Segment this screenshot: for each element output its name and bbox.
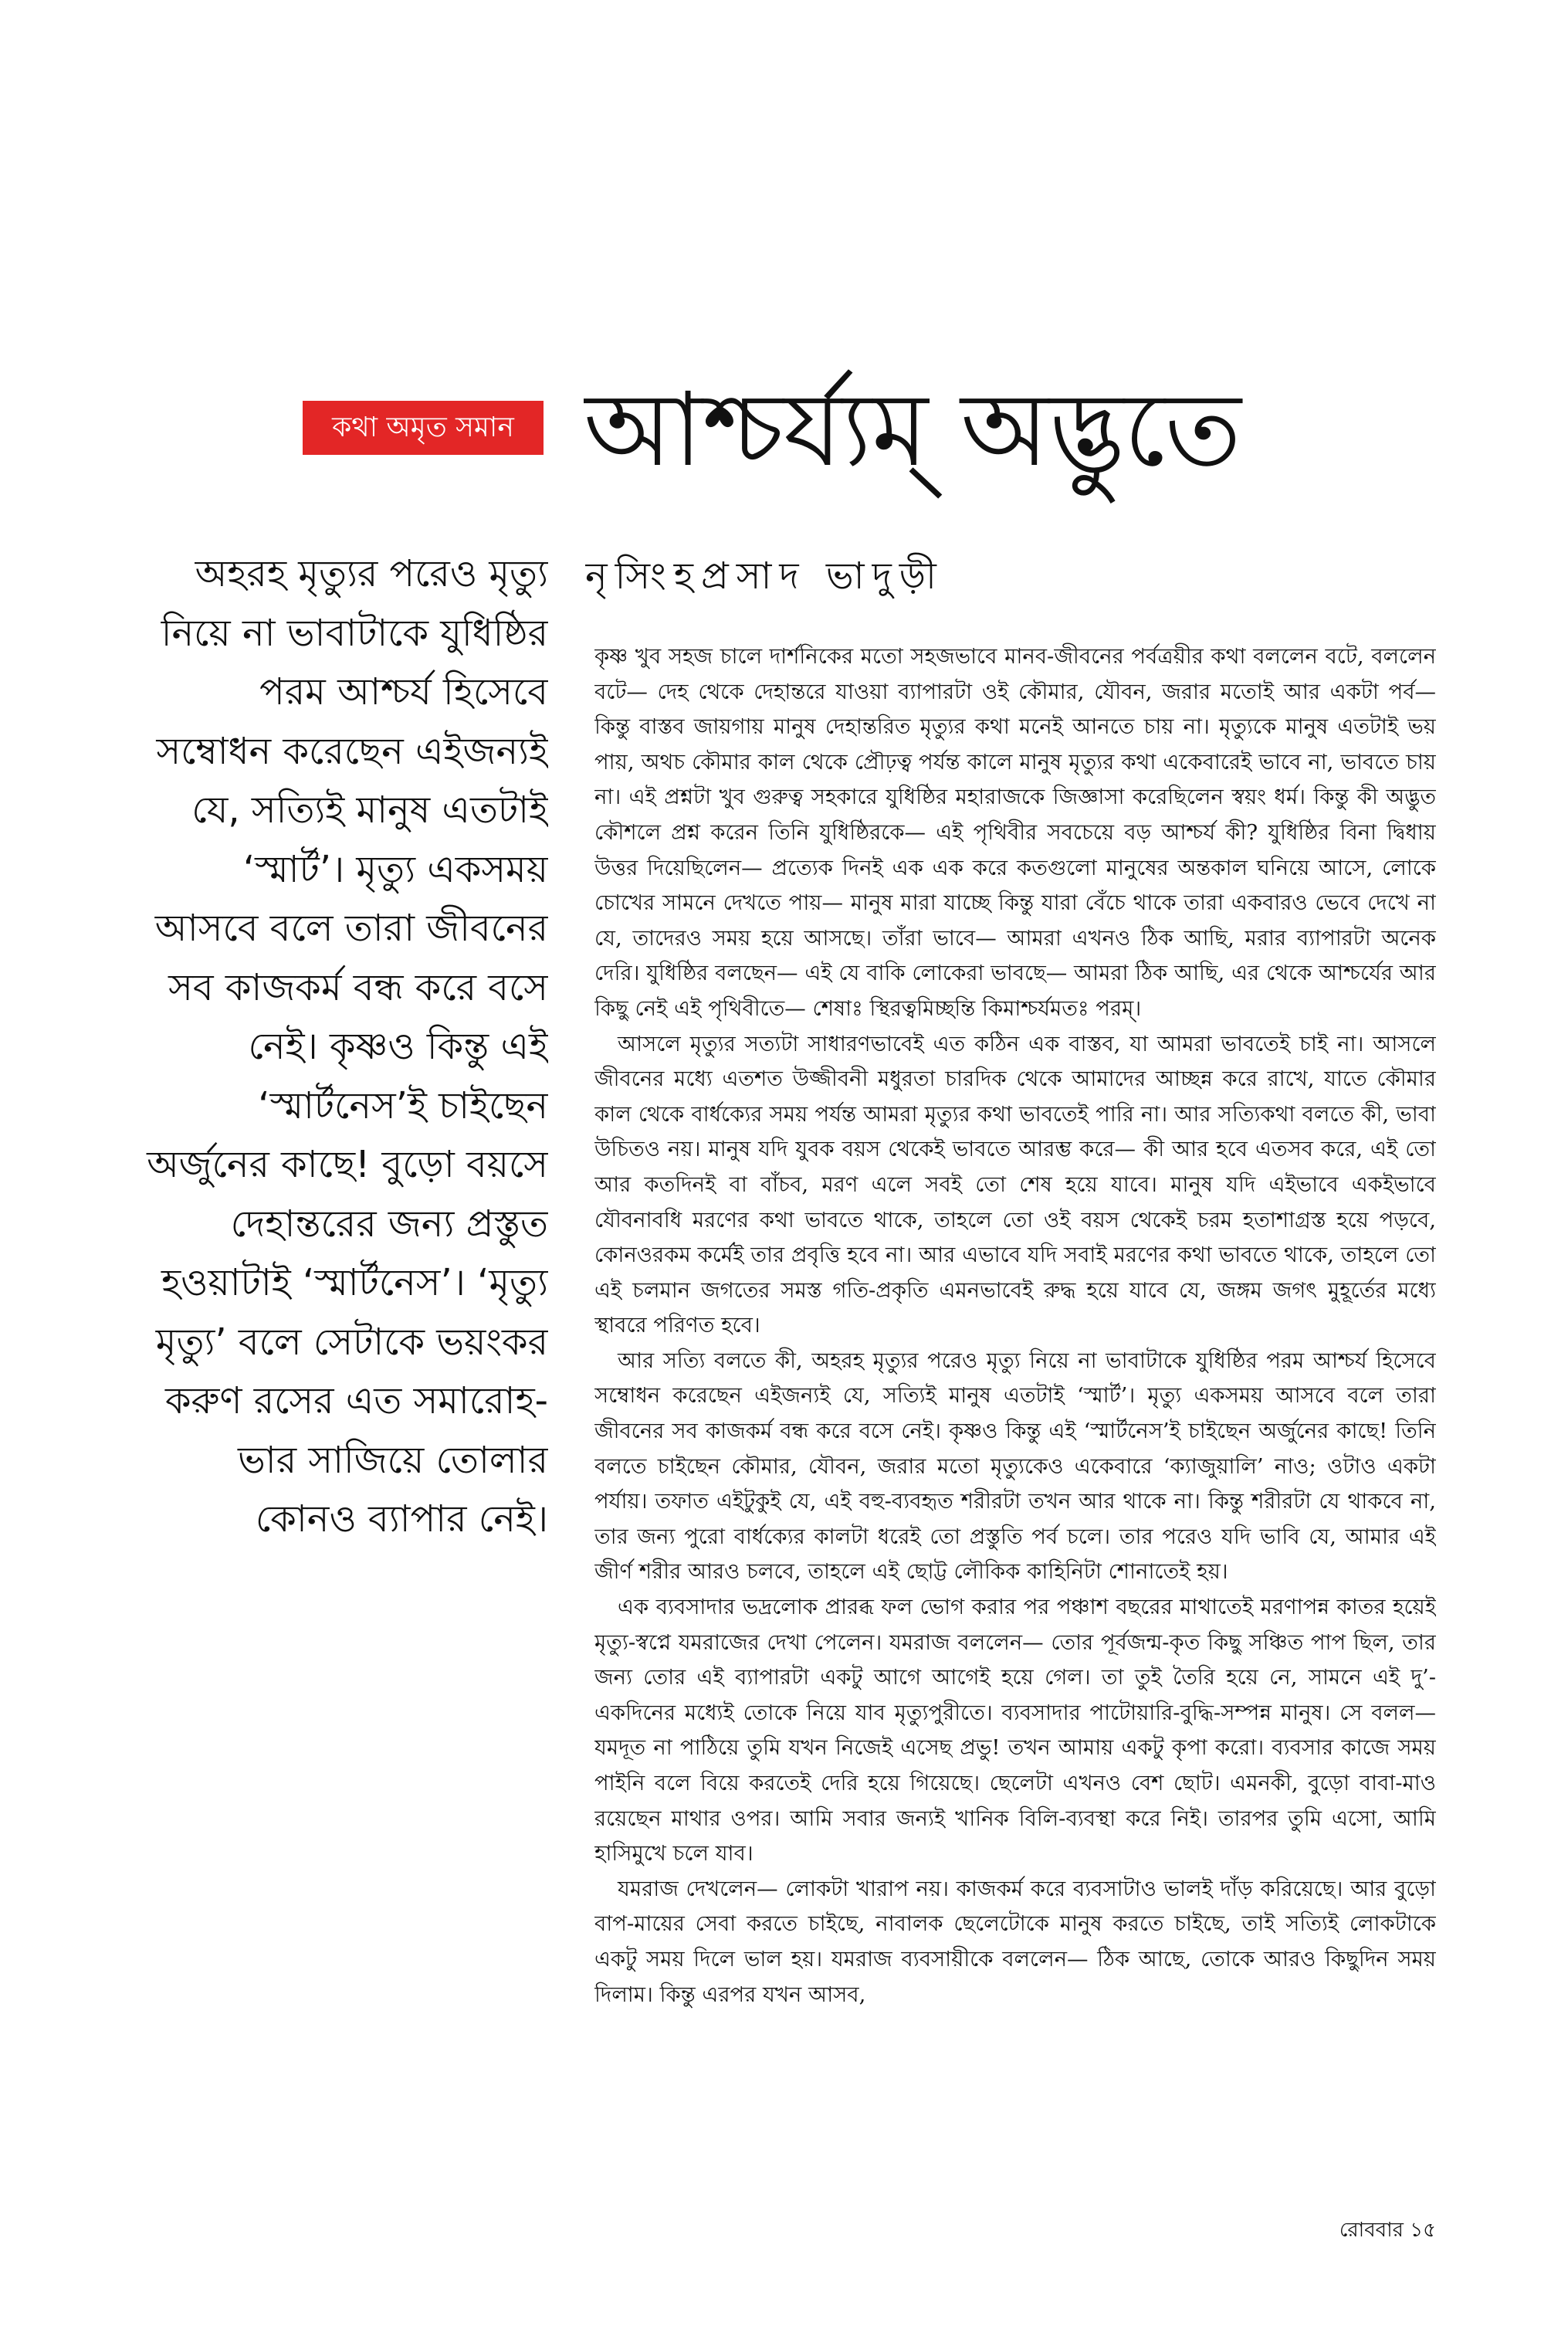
article-body <box>594 639 1436 2168</box>
author-name: নৃসিংহপ্রসাদ ভাদুড়ী <box>585 554 944 598</box>
article-paragraph: যমরাজ দেখলেন— লোকটা খারাপ নয়। কাজকর্ম করে ব্যবসাটাও ভালই দাঁড় করিয়েছে। আর বুড়ো বাপ-মায়ের সেবা করতে চাইছে, নাবালক ছেলেটোকে মানুষ করতে চাইছে, তাই সত্যিই লোকটাকে একটু সময় দিলে ভাল হয়। যমরাজ ব্যবসায়ীকে বললেন— ঠিক আছে, তোকে আরও কিছুদিন সময় দিলাম। কিন্তু এরপর যখন আসব, <box>594 1876 1436 2007</box>
article-paragraph: আসলে মৃত্যুর সত্যটা সাধারণভাবেই এত কঠিন এক বাস্তব, যা আমরা ভাবতেই চাই না। আসলে জীবনের মধ্যে এতশত উজ্জীবনী মধুরতা চারদিক থেকে আমাদের আচ্ছন্ন করে রাখে, যাতে কৌমার কাল থেকে বার্ধক্যের সময় পর্যন্ত আমরা মৃত্যুর কথা ভাবতেই পারি না। আর সত্যিকথা বলতে কী, ভাবা উচিতও নয়। মানুষ যদি যুবক বয়স থেকেই ভাবতে আরম্ভ করে— কী আর হবে এতসব করে, এই তো আর কতদিনই বা বাঁচব, মরণ এলে সবই তো শেষ হয়ে যাবে। মানুষ যদি এইভাবে একইভাবে যৌবনাবধি মরণের কথা ভাবতে থাকে, তাহলে তো ওই বয়স থেকেই চরম হতাশাগ্রস্ত হয়ে পড়বে, কোনওরকম কর্মেই তার প্রবৃত্তি হবে না। আর এভাবে যদি সবাই মরণের কথা ভাবতে থাকে, তাহলে তো এই চলমান জগতের সমস্ত গতি-প্রকৃতি এমনভাবেই রুদ্ধ হয়ে যাবে যে, জঙ্গম জগৎ মুহূর্তের মধ্যে স্থাবরে পরিণত হবে। <box>594 1031 1436 1338</box>
page-footer: রোববার ১৫ <box>1339 2219 1436 2242</box>
series-label: কথা অমৃত সমান <box>303 401 544 455</box>
article-paragraph: আর সত্যি বলতে কী, অহরহ মৃত্যুর পরেও মৃত্যু নিয়ে না ভাবাটাকে যুধিষ্ঠির পরম আশ্চর্য হিসেবে সম্বোধন করেছেন এইজন্যই যে, সত্যিই মানুষ এতটাই ‘স্মার্ট’। মৃত্যু একসময় আসবে বলে তারা জীবনের সব কাজকর্ম বন্ধ করে বসে নেই। কৃষ্ণও কিন্তু এই ‘স্মার্টনেস’ই চাইছেন অর্জুনের কাছে! তিনি বলতে চাইছেন কৌমার, যৌবন, জরার মতো মৃত্যুকেও একেবারে ‘ক্যাজুয়ালি’ নাও; ওটাও একটা পর্যায়। তফাত এইটুকুই যে, এই বহু-ব্যবহৃত শরীরটা তখন আর থাকে না। কিন্তু শরীরটা যে থাকবে না, তার জন্য পুরো বার্ধক্যের কালটা ধরেই তো প্রস্তুতি পর্ব চলে। তার পরেও যদি ভাবি যে, আমার এই জীর্ণ শরীর আরও চলবে, তাহলে এই ছোট্ট লৌকিক কাহিনিটা শোনাতেই হয়। <box>594 1348 1436 1585</box>
article-paragraph: এক ব্যবসাদার ভদ্রলোক প্রারব্ধ ফল ভোগ করার পর পঞ্চাশ বছরের মাথাতেই মরণাপন্ন কাতর হয়েই মৃত্যু-স্বপ্নে যমরাজের দেখা পেলেন। যমরাজ বললেন— তোর পূর্বজন্ম-কৃত কিছু সঞ্চিত পাপ ছিল, তার জন্য তোর এই ব্যাপারটা একটু আগে আগেই হয়ে গেল। তা তুই তৈরি হয়ে নে, সামনে এই দু’-একদিনের মধ্যেই তোকে নিয়ে যাব মৃত্যুপুরীতে। ব্যবসাদার পাটোয়ারি-বুদ্ধি-সম্পন্ন মানুষ। সে বলল— যমদূত না পাঠিয়ে তুমি যখন নিজেই এসেছ প্রভু! তখন আমায় একটু কৃপা করো। ব্যবসার কাজে সময় পাইনি বলে বিয়ে করতেই দেরি হয়ে গিয়েছে। ছেলেটা এখনও বেশ ছোট। এমনকী, বুড়ো বাবা-মাও রয়েছেন মাথার ওপর। আমি সবার জন্যই খানিক বিলি-ব্যবস্থা করে নিই। তারপর তুমি এসো, আমি হাসিমুখে চলে যাব। <box>594 1595 1436 1867</box>
article-title: আশ্চর্য্যম্ অদ্ভুতে <box>584 371 1241 490</box>
pull-quote: অহরহ মৃত্যুর পরেও মৃত্যু নিয়ে না ভাবাটাকে যুধিষ্ঠির পরম আশ্চর্য হিসেবে সম্বোধন করেছেন এইজন্যই যে, সত্যিই মানুষ এতটাই ‘স্মার্ট’। মৃত্যু একসময় আসবে বলে তারা জীবনের সব কাজকর্ম বন্ধ করে বসে নেই। কৃষ্ণও কিন্তু এই ‘স্মার্টনেস’ই চাইছেন অর্জুনের কাছে! বুড়ো বয়সে দেহান্তরের জন্য প্রস্তুত হওয়াটাই ‘স্মার্টনেস’। ‘মৃত্যু মৃত্যু’ বলে সেটাকে ভয়ংকর করুণ রসের এত সমারোহ-ভার সাজিয়ে তোলার কোনও ব্যাপার নেই। <box>147 552 548 1541</box>
article-paragraph: কৃষ্ণ খুব সহজ চালে দার্শনিকের মতো সহজভাবে মানব-জীবনের পর্বত্রয়ীর কথা বললেন বটে, বললেন বটে— দেহ থেকে দেহান্তরে যাওয়া ব্যাপারটা ওই কৌমার, যৌবন, জরার মতোই আর একটা পর্ব— কিন্তু বাস্তব জায়গায় মানুষ দেহান্তরিত মৃত্যুর কথা মনেই আনতে চায় না। মৃত্যুকে মানুষ এতটাই ভয় পায়, অথচ কৌমার কাল থেকে প্রৌঢ়ত্ব পর্যন্ত কালে মানুষ মৃত্যুর কথা একেবারেই ভাবে না, ভাবতে চায় না। এই প্রশ্নটা খুব গুরুত্ব সহকারে যুধিষ্ঠির মহারাজকে জিজ্ঞাসা করেছিলেন স্বয়ং ধর্ম। কিন্তু কী অদ্ভুত কৌশলে প্রশ্ন করেন তিনি যুধিষ্ঠিরকে— এই পৃথিবীর সবচেয়ে বড় আশ্চর্য কী? যুধিষ্ঠির বিনা দ্বিধায় উত্তর দিয়েছিলেন— প্রত্যেক দিনই এক এক করে কতগুলো মানুষের অন্তকাল ঘনিয়ে আসে, লোকে চোখের সামনে দেখতে পায়— মানুষ মারা যাচ্ছে কিন্তু যারা বেঁচে থাকে তারা একবারও ভেবে দেখে না যে, তাদেরও সময় হয়ে আসছে। তাঁরা ভাবে— আমরা এখনও ঠিক আছি, মরার ব্যাপারটা অনেক দেরি। যুধিষ্ঠির বলছেন— এই যে বাকি লোকেরা ভাবছে— আমরা ঠিক আছি, এর থেকে আশ্চর্যের আর কিছু নেই এই পৃথিবীতে— শেষাঃ স্থিরত্বমিচ্ছন্তি কিমাশ্চর্যমতঃ পরম্। <box>594 644 1436 1021</box>
